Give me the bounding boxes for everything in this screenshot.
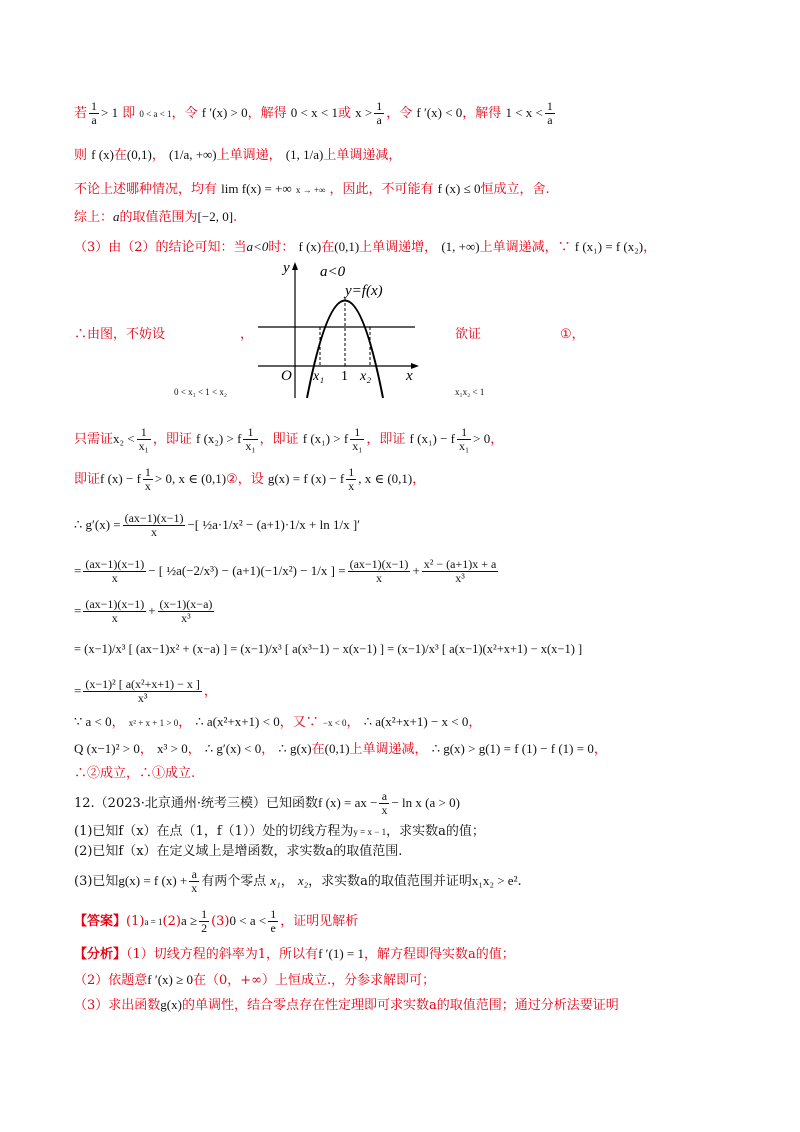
math: 0 < a < — [229, 913, 267, 928]
math: = — [74, 603, 82, 618]
text: 在 — [311, 742, 325, 757]
x1-label: x₁ — [313, 369, 325, 384]
y-axis-arrow-icon — [292, 262, 298, 270]
origin-label: O — [281, 368, 292, 384]
text: （2）依题意 — [74, 973, 148, 988]
text: ∴由图，不妨设 — [74, 327, 166, 342]
math: ∴ g′(x) = — [74, 517, 121, 532]
text: ，即证 — [259, 432, 299, 447]
text: 只需证 — [74, 432, 114, 447]
math: f (x) = ax − — [318, 795, 378, 810]
fraction: $\frac{(ax-1)(x-1)}{x}$ — [85, 557, 145, 585]
line-8 — [74, 426, 503, 453]
text: ，又∵ — [279, 715, 319, 730]
text: ， — [151, 148, 165, 163]
math: + — [148, 603, 156, 618]
text: ， — [187, 742, 201, 757]
math: (1, +∞) — [441, 239, 480, 254]
fraction: $\frac{a}{x}$ — [381, 789, 388, 817]
math: 1 < x < — [505, 105, 543, 120]
math: f (x₂) > f — [195, 431, 242, 446]
text: ， — [643, 240, 657, 255]
line-18 — [74, 790, 460, 817]
text: ， — [178, 715, 192, 730]
text: 或 — [337, 106, 351, 121]
fraction: $\frac{1}{x}$ — [348, 465, 355, 493]
math: f (x₁) > f — [302, 431, 349, 446]
fraction: $\frac{1}{2}$ — [201, 907, 208, 935]
line-22 — [74, 908, 358, 935]
fraction: $\frac{1}{\text{x₁}}$ — [138, 425, 149, 453]
line-14 — [74, 678, 217, 705]
math: x₁x₂ > e² — [471, 873, 518, 888]
math: 0 < x₁ < 1 < x₂ — [174, 387, 228, 397]
fraction: $\frac{1}{\text{x₁}}$ — [352, 425, 363, 453]
text: (3) — [211, 914, 230, 929]
text: ， — [490, 432, 504, 447]
text: ，因此，不可能有 — [329, 182, 434, 197]
math: a = 1 — [144, 917, 163, 927]
line-23 — [74, 945, 515, 964]
math: f ′(1) = 1 — [318, 946, 364, 961]
text: ，解得 — [247, 106, 287, 121]
answer-label: 【答案】 — [74, 914, 127, 929]
line-10 — [74, 512, 360, 539]
text: ， — [280, 874, 294, 889]
text: ②，设 — [226, 472, 264, 487]
text: （3）由（2）的结论可知：当 — [74, 240, 247, 255]
text: ，解得 — [462, 106, 502, 121]
text: 的取值范围为 — [119, 210, 198, 225]
line-3 — [74, 180, 550, 199]
text: 若 — [74, 106, 88, 121]
fraction: $\frac{1}{\text{x₁}}$ — [458, 425, 470, 453]
line-6 — [74, 326, 165, 344]
math: ∵ a < 0 — [74, 714, 112, 729]
math: x² + x + 1 > 0 — [128, 718, 179, 728]
text: (1) — [126, 914, 145, 929]
text: 的单调性，结合零点存在性定理即可求实数a的取值范围；通过分析法要证明 — [181, 998, 619, 1013]
math: x₂ — [297, 873, 309, 888]
line-5 — [74, 238, 656, 257]
fraction: $\frac{a}{x}$ — [191, 867, 198, 895]
line-11 — [74, 558, 500, 585]
line-1 — [74, 100, 557, 127]
line-20 — [74, 843, 402, 861]
line-25 — [74, 996, 619, 1015]
text: ，即证 — [152, 432, 192, 447]
math: (1/a, +∞) — [169, 147, 217, 162]
text: (1)已知f（x）在点（1，f（1））处的切线方程为 — [74, 824, 354, 839]
math: = — [74, 563, 82, 578]
function-graph — [250, 258, 450, 398]
math: = (x−1)/x³ [ (ax−1)x² + (x−a) ] = (x−1)/x³ [ a(x³−1) − x(x−1) ] = (x−1)/x³ [ a(x−1)(x²+x+1) − x(x−1) ] — [74, 642, 583, 656]
text: ，解方程即得实数a的值； — [363, 947, 515, 962]
fraction: $\frac{1}{x}$ — [144, 465, 151, 493]
text: ， — [111, 715, 125, 730]
math: ∴ a(x²+x+1) − x < 0 — [363, 714, 469, 729]
x2-label: x₂ — [360, 369, 372, 384]
text: 即证 — [74, 472, 101, 487]
math: (1, 1/a) — [285, 147, 324, 162]
math: ∴ g′(x) < 0 — [204, 741, 262, 756]
text: 即 — [122, 106, 136, 121]
graph-title: a<0 — [320, 264, 346, 280]
text: （3）求出函数 — [74, 998, 161, 1013]
math: g(x) = f (x) + — [118, 873, 188, 888]
math: x₁ — [270, 873, 281, 888]
math: −x < 0 — [322, 718, 347, 728]
math: a<0 — [246, 239, 269, 254]
line-9 — [74, 466, 425, 493]
fraction: $\frac{(x-1)(x-a)}{\text{x³}}$ — [159, 597, 213, 625]
text: 上单调递减，∵ — [479, 240, 571, 255]
text: ， — [139, 742, 153, 757]
line-6-yuzheng — [455, 326, 481, 344]
math: f ′(x) < 0 — [416, 105, 463, 120]
text: （1）切线方程的斜率为1，所以有 — [126, 947, 319, 962]
math: −[ ½a·1/x² − (a+1)·1/x + ln 1/x ]′ — [187, 517, 360, 532]
fraction: $\frac{(ax-1)(x-1)}{x}$ — [349, 557, 409, 585]
math: 0 < x < 1 — [290, 105, 338, 120]
math: x³ > 0 — [157, 741, 188, 756]
math: x₂ < — [113, 431, 135, 446]
math: lim f(x) = +∞ — [221, 181, 292, 196]
math: > 0 — [473, 431, 491, 446]
fraction: $\frac{1}{a}$ — [546, 99, 553, 127]
line-7b — [455, 383, 484, 401]
math: f (x₁) = f (x₂) — [574, 239, 644, 254]
math: − ln x (a > 0) — [391, 795, 460, 810]
line-24 — [74, 971, 435, 990]
math: Q (x−1)² > 0 — [74, 741, 140, 756]
math: > 1 — [101, 105, 119, 120]
math: > 0, x ∈ (0,1) — [154, 471, 227, 486]
math: f ′(x) ≥ 0 — [147, 972, 193, 987]
fraction: $\frac{1}{a}$ — [91, 99, 98, 127]
text: 时： — [268, 240, 295, 255]
math: (0,1) — [324, 741, 350, 756]
text: 上单调递增， — [359, 240, 438, 255]
text: 则 — [74, 148, 88, 163]
math: f ′(x) > 0 — [201, 105, 248, 120]
text: 在（0，+∞）上恒成立.，分参求解即可； — [193, 973, 436, 988]
math: y = x − 1 — [353, 827, 387, 837]
fraction: $\frac{1}{a}$ — [376, 99, 383, 127]
fraction: $\frac{(ax-1)(x-1)}{x}$ — [124, 511, 184, 539]
text: (2)已知f（x）在定义域上是增函数，求实数a的取值范围. — [74, 844, 403, 859]
text: . — [233, 210, 238, 225]
math: f (x) — [91, 147, 114, 162]
math: − [ ½a(−2/x³) − (a+1)(−1/x²) − 1/x ] = — [148, 563, 346, 578]
line-6-circle1 — [560, 326, 585, 344]
line-13 — [74, 640, 582, 658]
text: ， — [468, 715, 482, 730]
math: 0 < a < 1 — [139, 109, 172, 119]
line-4 — [74, 208, 237, 227]
text: ①， — [560, 327, 585, 342]
one-label: 1 — [341, 369, 348, 384]
text: ，即证 — [366, 432, 406, 447]
text: ， — [412, 472, 426, 487]
line-12 — [74, 598, 216, 625]
text: ，令 — [386, 106, 413, 121]
text: ， — [240, 327, 254, 342]
math: f (x) ≤ 0 — [437, 181, 481, 196]
math: + — [412, 563, 420, 578]
text: ，求实数a的取值范围并证明 — [308, 874, 472, 889]
math: [−2, 0] — [197, 209, 234, 224]
text: ， — [593, 742, 607, 757]
x-label: x — [406, 368, 413, 384]
math: ∴ g(x) — [278, 741, 312, 756]
line-16 — [74, 740, 607, 759]
text: ， — [203, 684, 217, 699]
text: 在 — [113, 148, 127, 163]
line-2 — [74, 146, 401, 165]
line-15 — [74, 713, 481, 732]
fraction: $\frac{1}{e}$ — [270, 907, 277, 935]
text: 在 — [321, 240, 335, 255]
analysis-label: 【分析】 — [74, 947, 127, 962]
math: g(x) — [160, 997, 182, 1012]
text: 综上： — [74, 210, 114, 225]
line-17 — [74, 765, 195, 783]
text: 12.（2023·北京通州·统考三模）已知函数 — [74, 796, 319, 811]
curve-label: y=f(x) — [345, 283, 383, 299]
y-label: y — [283, 260, 290, 276]
text: (2) — [162, 914, 181, 929]
math: a ≥ — [180, 913, 198, 928]
text: 不论上述哪种情况，均有 — [74, 182, 218, 197]
text: ，求实数a的值； — [386, 824, 485, 839]
text: (3)已知 — [74, 874, 119, 889]
math: x > — [355, 105, 373, 120]
line-19 — [74, 823, 485, 841]
text: ，令 — [171, 106, 198, 121]
text: ， — [346, 715, 360, 730]
math: g(x) = f (x) − f — [267, 471, 345, 486]
math: ∴ g(x) > g(1) = f (1) − f (1) = 0 — [431, 741, 594, 756]
line-6-comma — [240, 326, 253, 344]
math: x₁x₂ < 1 — [455, 387, 485, 397]
math: (0,1) — [334, 239, 360, 254]
fraction: $\frac{1}{\text{x₁}}$ — [245, 425, 256, 453]
math: a — [113, 209, 120, 224]
fraction: $\frac{(ax-1)(x-1)}{x}$ — [85, 597, 145, 625]
math: f (x₁) − f — [409, 431, 455, 446]
math: (0,1) — [126, 147, 152, 162]
text: ∴②成立，∴①成立. — [74, 766, 196, 781]
text: 上单调递减， — [349, 742, 428, 757]
math: = — [74, 683, 82, 698]
math: ∴ a(x²+x+1) < 0 — [195, 714, 280, 729]
math: x → +∞ — [295, 185, 326, 195]
text: 恒成立，舍. — [480, 182, 550, 197]
text: 欲证 — [455, 327, 482, 342]
text: 上单调递减， — [323, 148, 402, 163]
text: ， — [261, 742, 275, 757]
text: 上单调递， — [216, 148, 282, 163]
math: f (x) − f — [100, 471, 141, 486]
line-21 — [74, 868, 522, 895]
text: . — [517, 874, 522, 889]
line-7a — [174, 383, 227, 401]
math: , x ∈ (0,1) — [358, 471, 413, 486]
fraction: $\frac{\text{x² − (a+1)x + a}}{\text{x³}}$ — [423, 557, 497, 585]
math: f (x) — [298, 239, 322, 254]
text: ，证明见解析 — [280, 914, 359, 929]
fraction: $\frac{\text{(x−1)² [ a(x²+x+1) − x ]}}{\text{x³}}$ — [85, 677, 200, 705]
text: 有两个零点 — [201, 874, 267, 889]
